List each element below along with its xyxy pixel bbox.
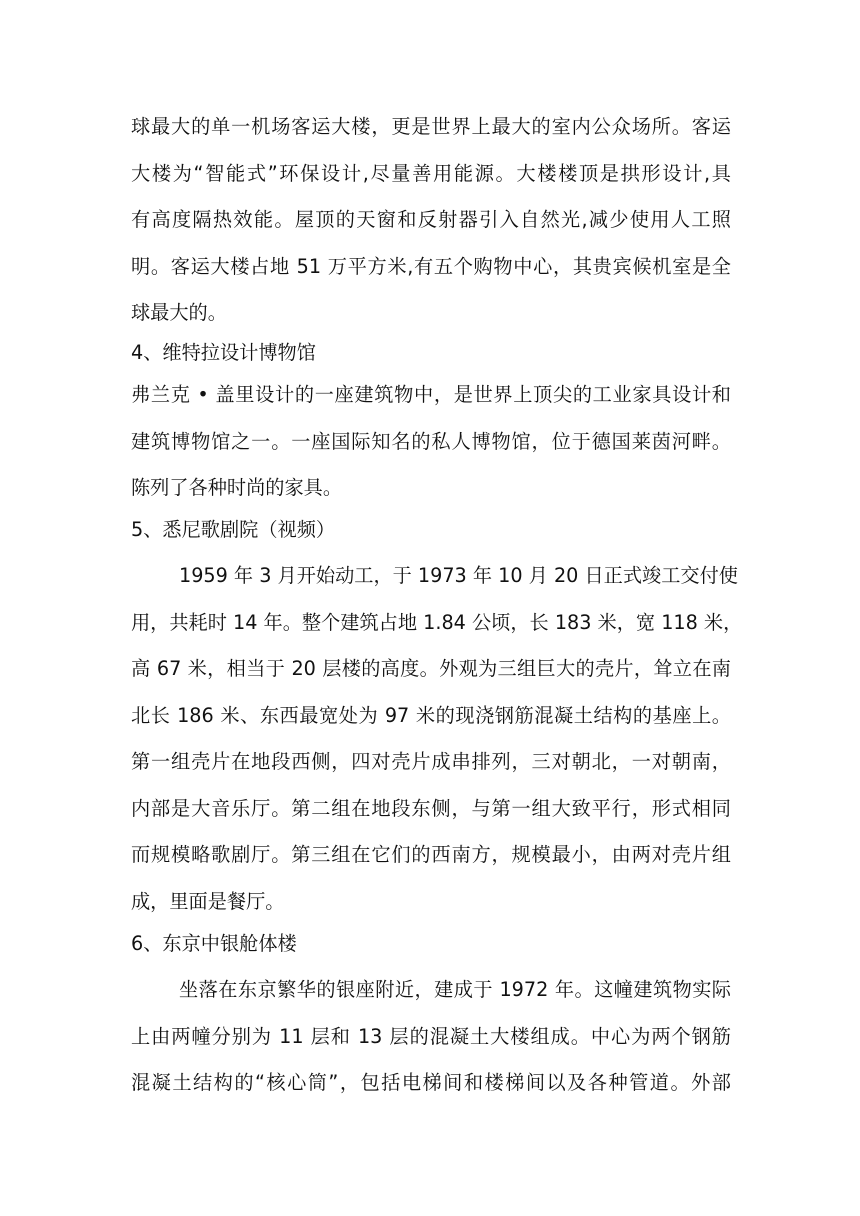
paragraph-line: 球最大的单一机场客运大楼，更是世界上最大的室内公众场所。客运	[131, 115, 731, 138]
paragraph-line: 高 67 米，相当于 20 层楼的高度。外观为三组巨大的壳片，耸立在南	[131, 657, 731, 680]
paragraph-line: 1959 年 3 月开始动工，于 1973 年 10 月 20 日正式竣工交付使	[179, 564, 738, 587]
paragraph-line: 内部是大音乐厅。第二组在地段东侧，与第一组大致平行，形式相同	[131, 797, 731, 820]
section-heading: 4、维特拉设计博物馆	[131, 341, 316, 364]
paragraph-line: 坐落在东京繁华的银座附近，建成于 1972 年。这幢建筑物实际	[179, 978, 731, 1001]
paragraph-line: 大楼为“智能式”环保设计,尽量善用能源。大楼楼顶是拱形设计,具	[131, 162, 731, 185]
paragraph-line: 成，里面是餐厅。	[131, 890, 285, 913]
paragraph-line: 第一组壳片在地段西侧，四对壳片成串排列，三对朝北，一对朝南，	[131, 750, 731, 773]
paragraph-line: 用，共耗时 14 年。整个建筑占地 1.84 公顷，长 183 米，宽 118 米，	[131, 611, 743, 634]
section-heading: 6、东京中银舱体楼	[131, 932, 297, 955]
paragraph-line: 明。客运大楼占地 51 万平方米,有五个购物中心，其贵宾候机室是全	[131, 255, 731, 278]
section-heading: 5、悉尼歌剧院（视频）	[131, 518, 336, 541]
paragraph-line: 上由两幢分别为 11 层和 13 层的混凝土大楼组成。中心为两个钢筋	[131, 1025, 731, 1048]
paragraph-line: 北长 186 米、东西最宽处为 97 米的现浇钢筋混凝土结构的基座上。	[131, 704, 731, 727]
paragraph-line: 陈列了各种时尚的家具。	[131, 476, 343, 499]
paragraph-line: 混凝土结构的“核心筒”，包括电梯间和楼梯间以及各种管道。外部	[131, 1071, 731, 1094]
paragraph-line: 球最大的。	[131, 301, 227, 324]
paragraph-line: 有高度隔热效能。屋顶的天窗和反射器引入自然光,减少使用人工照	[131, 208, 731, 231]
paragraph-line: 建筑博物馆之一。一座国际知名的私人博物馆，位于德国莱茵河畔。	[131, 430, 731, 453]
paragraph-line: 而规模略歌剧厅。第三组在它们的西南方，规模最小，由两对壳片组	[131, 843, 731, 866]
paragraph-line: 弗兰克 • 盖里设计的一座建筑物中，是世界上顶尖的工业家具设计和	[131, 383, 731, 406]
